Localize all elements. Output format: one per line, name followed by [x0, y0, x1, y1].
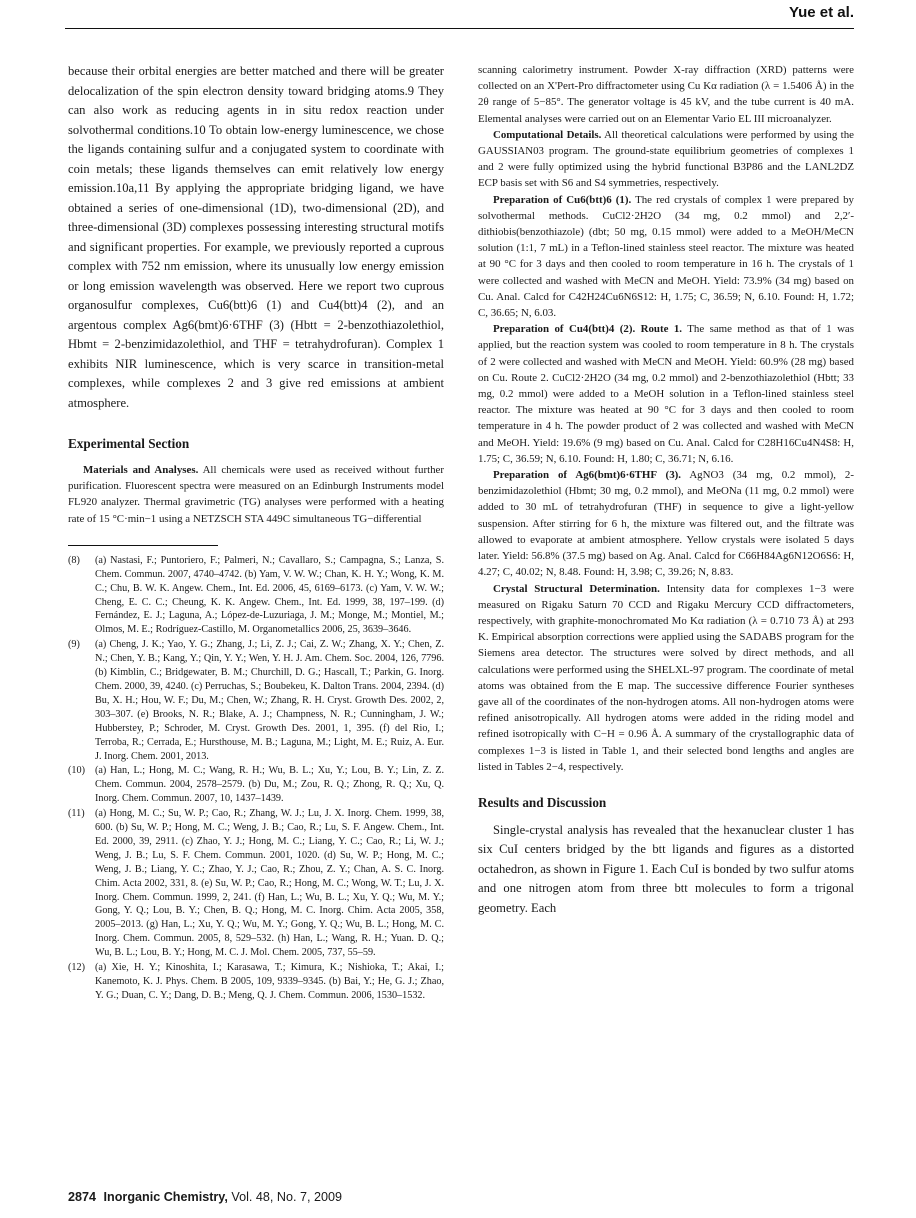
header-rule	[65, 28, 854, 29]
results-heading: Results and Discussion	[478, 794, 607, 810]
right-column	[478, 62, 854, 918]
prep2-text: The same method as that of 1 was applied, but the reaction system was cooled to room temperature in 8 h. The crystals of 2 were collected and washed with MeCN and MeOH. Yield: 60.9% (28 mg) based on Cu. Route 2. CuCl2·2H2O (34 mg, 0.2 mmol) and 2-benzothiazolethiol (Hbtt; 33 mg, 0.2 mmol) were added to a MeOH solution in a Teflon-lined stainless steel reactor. The mixture was heated at 90 °C for 3 days and then cooled to room temperature in 4 h. The powder product of 2 was collected and washed with MeCN and MeOH. Yield: 19.6% (9 mg) based on Cu. Anal. Calcd for C28H16Cu4N4S8: H, 1.75; C, 36.59; N, 6.10. Found: H, 1.80; C, 36.71; N, 6.16.	[478, 323, 855, 465]
references	[68, 545, 444, 1003]
prep1-paragraph	[478, 192, 854, 322]
materials-title: Materials and Analyses.	[83, 464, 199, 476]
volume-info: Vol. 48, No. 7, 2009	[231, 1190, 343, 1204]
computational-text: All theoretical calculations were performed by using the GAUSSIAN03 program. The ground-state equilibrium geometries of complexes 1 and 2 were fully optimized using the hybrid functional B3P86 and the LANL2DZ ECP basis set with S6 and S4 symmetries, respectively.	[478, 128, 854, 190]
instrument-paragraph: scanning calorimetry instrument. Powder X-ray diffraction (XRD) patterns were collected on an X'Pert-Pro diffractometer using Cu Kα radiation (λ = 1.5406 Å) in the 2θ range of 5−85°. The generator voltage is 45 kV, and the tube current is 40 mA. Elemental analyses were carried out on an Elementar Vario EL III microanalyzer.	[478, 64, 854, 125]
crystal-paragraph	[478, 581, 854, 775]
reference-item: (8) (a) Nastasi, F.; Puntoriero, F.; Palmeri, N.; Cavallaro, S.; Campagna, S.; Lanza, S. Chem. Commun. 2007, 4740–4742. (b) Yam, V. W. W.; Chan, K. H. Y.; Wong, K. M. C.; Chu, B. W. K. Angew. Chem., Int. Ed. 2006, 45, 6169–6173. (c) Yam, V. W. W.; Cheng, E. C. C.; Cheung, K. K. Angew. Chem., Int. Ed. 1999, 38, 197–199. (d) Fernández, E. J.; Laguna, A.; López-de-Luzuriaga, J. M.; Monge, M.; Montiel, M.; Olmos, M. E.; Rodríguez-Castillo, M. Organometallics 2006, 25, 3639–3646.	[68, 554, 444, 636]
experimental-heading: Experimental Section	[68, 436, 190, 451]
references-rule	[68, 545, 218, 546]
prep2-paragraph	[478, 321, 854, 467]
running-head: Yue et al.	[788, 4, 854, 21]
prep3-title: Preparation of Ag6(bmt)6·6THF (3).	[493, 469, 681, 482]
prep1-title: Preparation of Cu6(btt)6 (1).	[493, 193, 632, 206]
reference-item: (12) (a) Xie, H. Y.; Kinoshita, I.; Karasawa, T.; Kimura, K.; Nishioka, T.; Akai, I.; Kanemoto, K. J. Phys. Chem. B 2005, 109, 9339–9345. (b) Bai, Y.; He, G. J.; Zhao, Y. G.; Duan, C. Y.; Dang, D. B.; Meng, Q. J. Chem. Commun. 2006, 1530–1532.	[68, 962, 444, 1001]
computational-title: Computational Details.	[493, 128, 602, 141]
crystal-title: Crystal Structural Determination.	[493, 582, 660, 595]
results-paragraph: Single-crystal analysis has revealed that the hexanuclear cluster 1 has six CuI centers bridged by the btt ligands and figures as a distorted octahedron, as shown in Figure 1. Each CuI is bonded by two sulfur atoms and one nitrogen atom from three btt molecules to form a trigonal geometry. Each	[478, 822, 855, 915]
reference-item: (9) (a) Cheng, J. K.; Yao, Y. G.; Zhang, J.; Li, Z. J.; Cai, Z. W.; Zhang, X. Y.; Chen, Z. N.; Chen, Y. B.; Kang, Y.; Qin, Y. Y.; Wen, Y. H. J. Am. Chem. Soc. 2004, 126, 7796. (b) Kimblin, C.; Bridgewater, B. M.; Churchill, D. G.; Hascall, T.; Parkin, G. Inorg. Chem. 2000, 39, 4240. (c) Perruchas, S.; Boubekeu, K. Dalton Trans. 2004, 2394. (d) Bu, X. H.; Hou, W. F.; Du, M.; Chen, W.; Zhang, R. H. Cryst. Growth Des. 2002, 2, 303–307. (e) Brooks, N. R.; Blake, A. J.; Champness, N. R.; Cunningham, J. W.; Hubberstey, P.; Schroder, M. Cryst. Growth Des. 2001, 1, 395. (f) del Rio, I.; Terroba, R.; Cerrada, E.; Hursthouse, M. B.; Laguna, M.; Light, M. E.; Ruiz, A. Eur. J. Inorg. Chem. 2001, 2013.	[68, 639, 444, 762]
left-column	[68, 62, 444, 1004]
prep1-text: The red crystals of complex 1 were prepared by solvothermal methods. CuCl2·2H2O (34 mg, 0.2 mmol) and 2,2′-dithiobis(benzothiazole) (dbt; 50 mg, 0.15 mmol) were added to a MeOH/MeCN solution (1:1, 7 mL) in a Teflon-lined stainless steel reactor. The mixture was heated at 90 °C for 3 days and then cooled to room temperature in 16 h. The crystals of 1 were collected and washed with MeCN and MeOH. Yield: 73.9% (34 mg) based on Cu. Anal. Calcd for C42H24Cu6N6S12: H, 1.75; C, 36.59; N, 6.10. Found: H, 1.72; C, 36.65; N, 6.03.	[478, 193, 854, 320]
page-number: 2874	[68, 1190, 97, 1204]
materials-paragraph	[68, 462, 444, 527]
reference-item: (11) (a) Hong, M. C.; Su, W. P.; Cao, R.; Zhang, W. J.; Lu, J. X. Inorg. Chem. 1999, 38, 600. (b) Su, W. P.; Hong, M. C.; Weng, J. B.; Cao, R.; Lu, S. F. Angew. Chem., Int. Ed. 2000, 39, 2911. (c) Zhao, Y. J.; Hong, M. C.; Liang, Y. C.; Cao, R.; Li, W. J.; Weng, J. B.; Lu, S. F. Chem. Commun. 2001, 1020. (d) Su, W. P.; Hong, M. C.; Weng, J. B.; Liang, Y. C.; Zhao, Y. J.; Cao, R.; Zhou, Z. Y.; Chan, A. S. C. Inorg. Chim. Acta 2002, 331, 8. (e) Su, W. P.; Cao, R.; Hong, M. C.; Wong, W. T.; Lu, J. X. Inorg. Chem. Commun. 1999, 2, 241. (f) Han, L.; Wu, B. L.; Xu, Y. Q.; Wu, M. Y.; Gong, Y. Q.; Lou, B. Y.; Chen, B. Q.; Hong, M. C. Inorg. Chim. Acta 2005, 358, 2005–2013. (g) Han, L.; Xu, Y. Q.; Wu, M. Y.; Gong, Y. Q.; Wu, B. L.; Hong, M. C. Inorg. Chem. Commun. 2005, 8, 529–532. (h) Han, L.; Wang, R. H.; Yuan. D. Q.; Wu, B. L.; Lou, B. Y.; Hong, M. C. J. Mol. Chem. 2005, 737, 55–59.	[68, 808, 444, 959]
prep2-title: Preparation of Cu4(btt)4 (2). Route 1.	[493, 323, 683, 336]
page-footer	[68, 1190, 342, 1204]
prep3-paragraph	[478, 467, 854, 580]
intro-paragraph: because their orbital energies are better matched and there will be greater delocalization of the spin electron density toward bridging atoms.9 They can also work as reducing agents in in situ redox reaction under solvothermal conditions.10 To obtain low-energy luminescence, we chose the ligands containing sulfur and a conjugated system to coordinate with coin metals; these ligands themselves can emit relatively low energy emission.10a,11 By applying the appropriate bridging ligand, we have obtained a series of one-dimensional (1D), two-dimensional (2D), and three-dimensional (3D) complexes possessing interesting structural motifs and significant properties. For example, we previously reported a cuprous complex with 752 nm emission, where its unusually low energy emission or long emission wavelength was observed. Here we report two cuprous organosulfur complexes, Cu6(btt)6 (1) and Cu4(btt)4 (2), and an argentous complex Ag6(bmt)6·6THF (3) (Hbtt = 2-benzothiazolethiol, Hbmt = 2-benzimidazolethiol, and THF = tetrahydrofuran). Complex 1 exhibits NIR luminescence, which is very scarce in transition-metal complexes, while complexes 2 and 3 give red emissions at ambient atmosphere.	[68, 64, 444, 410]
reference-item: (10) (a) Han, L.; Hong, M. C.; Wang, R. H.; Wu, B. L.; Xu, Y.; Lou, B. Y.; Lin, Z. Z. Chem. Commun. 2004, 2578–2579. (b) Du, M.; Zou, R. Q.; Zhong, R. Q.; Xu, Q. Inorg. Chem. Commun. 2007, 10, 1437–1439.	[68, 765, 444, 805]
prep3-text: AgNO3 (34 mg, 0.2 mmol), 2-benzimidazolethiol (Hbmt; 30 mg, 0.2 mmol), and MeONa (11 mg, 0.2 mmol) were added to 30 mL of tetrahydrofuran (THF) in sequence to give a light-yellow suspension. After stirring for 6 h, the mixture was filtered out, and the filtrate was allowed to evaporate at ambient atmosphere. Yellow crystals were isolated 5 days later. Yield: 56.8% (37.5 mg) based on Ag. Anal. Calcd for C66H84Ag6N12O6S6: H, 4.27; C, 40.02; N, 8.48. Found: H, 3.98; C, 39.26; N, 8.83.	[478, 469, 855, 579]
crystal-text: Intensity data for complexes 1−3 were measured on Rigaku Saturn 70 CCD and Rigaku Mercury CCD diffractometers, respectively, with graphite-monochromated Mo Kα radiation (λ = 0.710 73 Å) at 293 K. Empirical absorption corrections were applied using the SADABS program for the Siemens area detector. The structures were solved by direct methods, and all calculations were performed using the SHELXL-97 program. The coordinate of metal atoms was obtained from the E map. The successive difference Fourier syntheses gave all of the coordinates of the non-hydrogen atoms. All non-hydrogen atoms were refined anisotropically. All hydrogen atoms were added in the riding model and refined isotropically with C−H = 0.96 Å. A summary of the crystallographic data of complexes 1−3 is listed in Table 1, and their selected bond lengths and angles are listed in Tables 2−4, respectively.	[478, 582, 854, 773]
journal-name: Inorganic Chemistry,	[103, 1190, 228, 1204]
materials-text: All chemicals were used as received without further purification. Fluorescent spectra were measured on an Edinburgh Instruments model FL920 analyzer. Thermal gravimetric (TG) analyses were performed with a heating rate of 15 °C·min−1 using a NETZSCH STA 449C simultaneous TG−differential	[68, 464, 444, 525]
computational-paragraph	[478, 127, 854, 192]
